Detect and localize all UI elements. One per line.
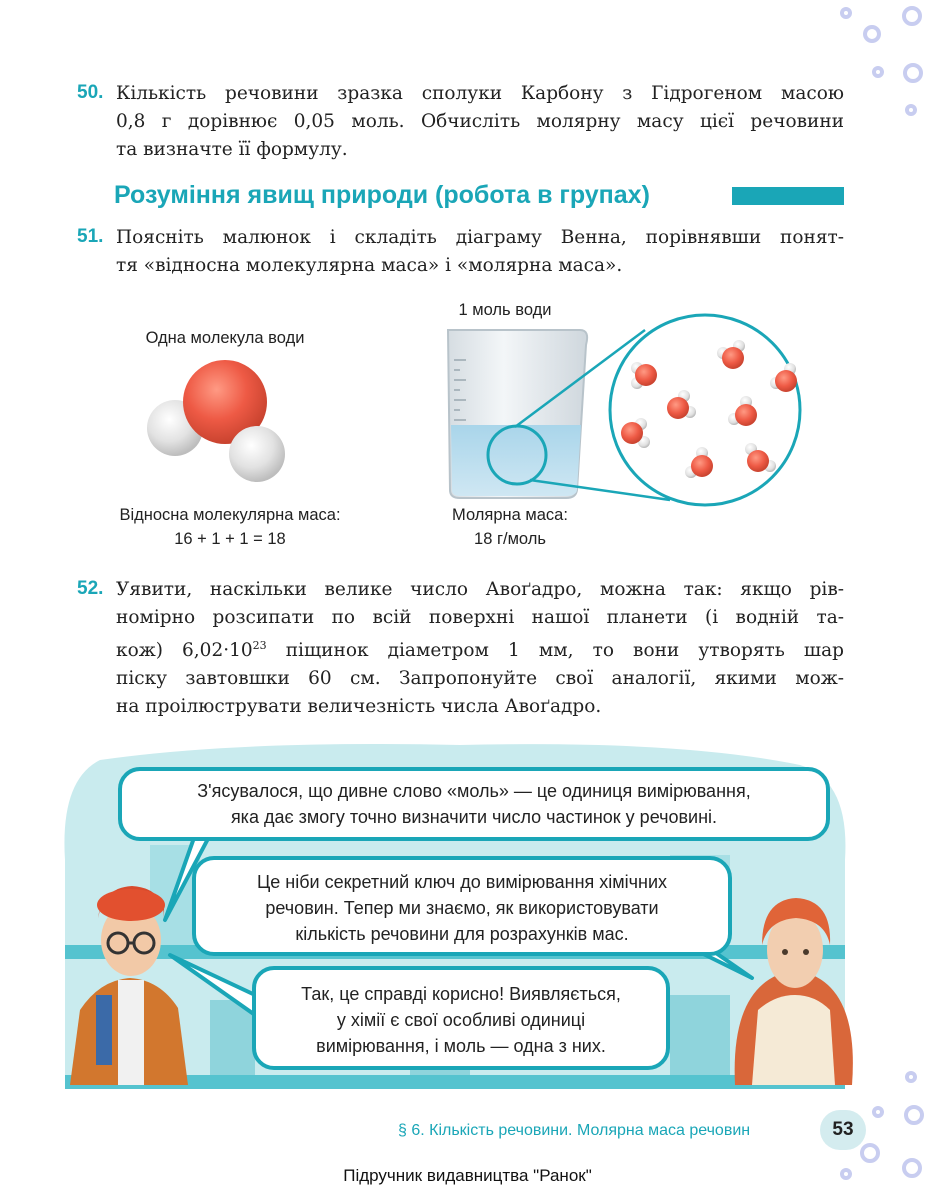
task-52-line: Уявити, наскільки велике число Авоґадро, можна так: якщо рів- bbox=[116, 579, 844, 600]
task-52-line: на проілюструвати величезність числа Авоґадро. bbox=[116, 696, 602, 718]
task-52-line bbox=[116, 632, 844, 665]
avogadro-number: кож) 6,02·10 bbox=[116, 640, 253, 662]
speech-bubble-line: Так, це справді корисно! Виявляється, bbox=[301, 984, 621, 1004]
task-51-line: Поясніть малюнок і складіть діаграму Венна, порівнявши понят- bbox=[116, 227, 844, 248]
publisher-line: Підручник видавництва "Ранок" bbox=[343, 1166, 592, 1185]
task-50-line: Кількість речовини зразка сполуки Карбону з Гідрогеном масою bbox=[116, 83, 844, 104]
avogadro-exponent: 23 bbox=[252, 639, 267, 652]
footer-section-title: § 6. Кількість речовини. Молярна маса речовин bbox=[398, 1122, 751, 1139]
relative-mass-value: 16 + 1 + 1 = 18 bbox=[174, 530, 286, 548]
task-52-text bbox=[116, 576, 844, 721]
molar-mass-label: Молярна маса: bbox=[452, 506, 568, 524]
task-50-line: та визначте її формулу. bbox=[116, 139, 348, 160]
molecule-caption: Одна молекула води bbox=[145, 329, 305, 347]
page-number: 53 bbox=[820, 1110, 866, 1150]
task-51-number: 51. bbox=[77, 226, 104, 247]
task-50-text bbox=[116, 80, 844, 164]
speech-bubble-line: у хімії є свої особливі одиниці bbox=[336, 1010, 586, 1030]
speech-bubble-boy-2 bbox=[252, 966, 670, 1070]
relative-mass-label: Відносна молекулярна маса: bbox=[119, 506, 341, 524]
task-51-line: тя «відносна молекулярна маса» і «молярна маса». bbox=[116, 255, 623, 276]
speech-bubble-line: речовин. Тепер ми знаємо, як використовувати bbox=[265, 898, 659, 918]
water-molecule-illustration bbox=[140, 360, 300, 490]
speech-bubble-line: Це ніби секретний ключ до вимірювання хімічних bbox=[256, 872, 668, 892]
task-52-line: номірно розсипати по всій поверхні нашої планети (і водній та- bbox=[116, 607, 844, 628]
speech-bubble-girl bbox=[192, 856, 732, 956]
hydrogen-atom bbox=[229, 426, 285, 482]
decor-bubbles-top bbox=[835, 0, 935, 125]
task-52-line: піску завтовшки 60 см. Запропонуйте свої аналогії, якими мож- bbox=[116, 668, 844, 690]
task-52-number: 52. bbox=[77, 578, 104, 599]
section-heading: Розуміння явищ природи (робота в групах) bbox=[114, 181, 650, 209]
speech-bubble-line: вимірювання, і моль — одна з них. bbox=[316, 1036, 606, 1056]
task-50-line: 0,8 г дорівнює 0,05 моль. Обчисліть молярну масу цієї речовини bbox=[116, 111, 844, 132]
speech-bubble-boy-1 bbox=[118, 767, 830, 841]
task-52-line-tail: піщинок діаметром 1 мм, то вони утворять шар bbox=[266, 640, 844, 662]
speech-bubble-line: З'ясувалося, що дивне слово «моль» — це одиниця вимірювання, bbox=[197, 781, 751, 801]
task-51-text bbox=[116, 224, 844, 280]
speech-bubble-line: яка дає змогу точно визначити число частинок у речовині. bbox=[230, 807, 718, 827]
mole-caption: 1 моль води bbox=[458, 301, 552, 319]
section-heading-bar bbox=[732, 187, 844, 205]
task-50-number: 50. bbox=[77, 82, 104, 103]
beaker-illustration bbox=[440, 300, 840, 515]
speech-bubble-line: кількість речовини для розрахунків мас. bbox=[295, 924, 629, 944]
molar-mass-value: 18 г/моль bbox=[474, 530, 546, 548]
